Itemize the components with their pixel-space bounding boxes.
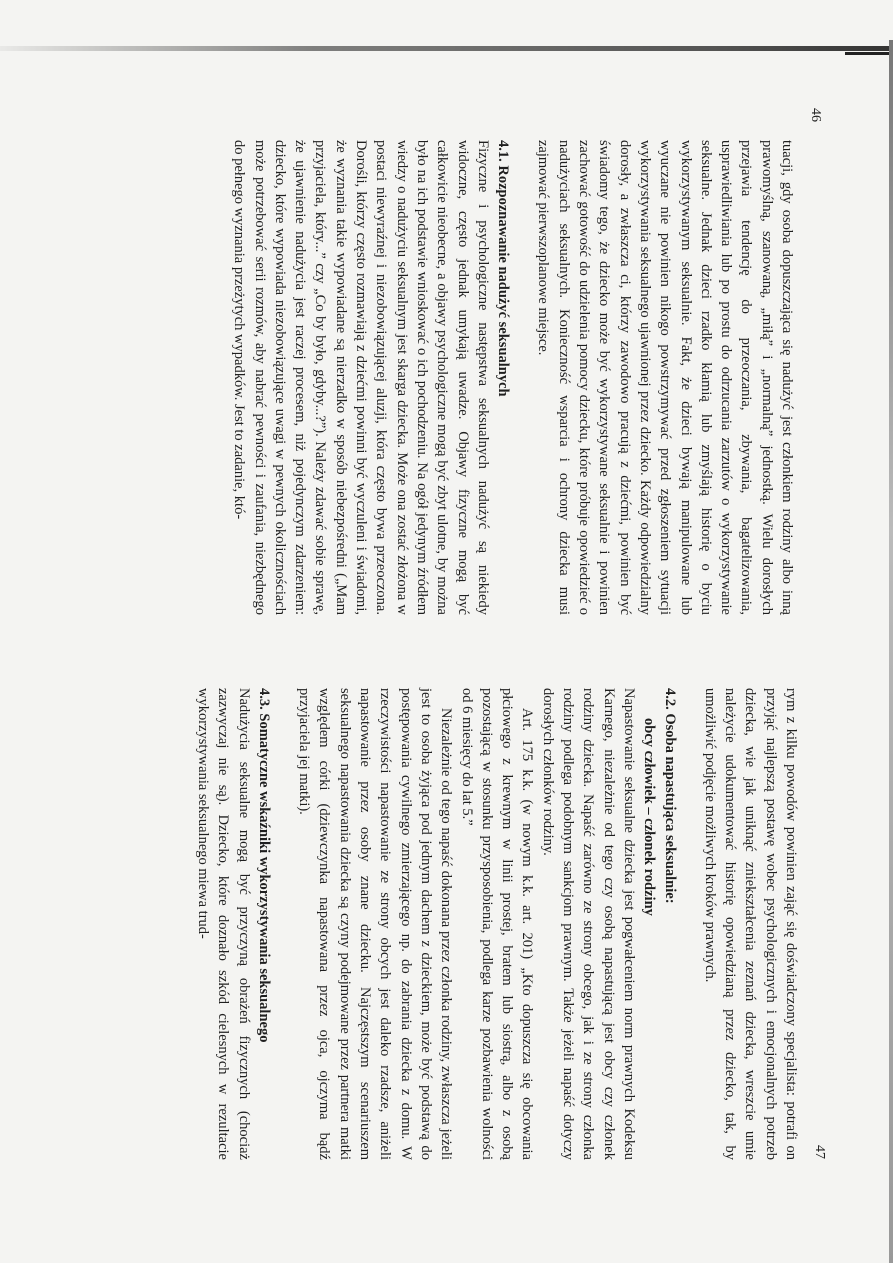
section-4-1-paragraph: Fizyczne i psychologiczne następstwa seksualnych nadużyć są niekiedy widoczne, często jednak umykają uwadze. Objawy fizyczne mogą być całkowicie nieobecne, a objawy psychologiczne mogą być zbyt ulotne, by można było na ich podstawie wnioskować o ich pochodzeniu. Na ogół jedynym źródłem wiedzy o nadużyciu seksualnym jest skarga dziecka. Może ona zostać złożona w postaci niewyraźnej i niezobowiązującej aluzji, która często bywa przeoczona. Dorośli, którzy często rozmawiają z dziećmi powinni być wyczuleni i świadomi, że wyznania takie wypowiadane są nierzadko w sposób niebezpośredni („Mam przyjaciela, który...” czy „Co by było, gdyby...?”). Należy zdawać sobie sprawę, że ujawnienie nadużycia jest raczej procesem, niż pojedynczym zdarzeniem: dziecko, które wypowiada niezobowiązujące uwagi w pewnych okolicznościach może potrzebować serii rozmów, aby nabrać pewności i zaufania, niezbędnego do pełnego wyznania przeżytych wypadków. Jest to zadanie, któ- [231, 140, 491, 615]
page-number-right: 47 [812, 1145, 827, 1159]
left-page-column [229, 140, 797, 615]
right-intro-paragraph: rym z kilku powodów powinien zająć się doświadczony specjalista: potrafi on przyjąć najlepszą postawę wobec psychologicznych i emocjonalnych potrzeb dziecka, wie jak uniknąć zniekształcenia zeznań dziecka, wreszcie umie należycie udokumentować historię opowiedzianą przez dziecko, tak, by umożliwić podjęcie możliwych kroków prawnych. [701, 688, 799, 1160]
section-heading-4-2: 4.2. Osoba napastująca seksualnie: [661, 688, 678, 904]
right-page-column [193, 688, 801, 1160]
section-4-3-paragraph: Nadużycia seksualne mogą być przyczyną obrażeń fizycznych (chociaż zazwyczaj nie są). Dziecko, które doznało szkód cielesnych w rezultacie wykorzystywania seksualnego miewa trud- [194, 688, 252, 1160]
section-4-2-paragraph-1: Napastowanie seksualne dziecka jest pogwałceniem norm prawnych Kodeksu Karnego, niezależnie od tego czy osobą napastującą jest obcy czy członek rodziny dziecka. Napaść zarówno ze strony obcego, jak i ze strony członka rodziny podlega podobnym sankcjom prawnym. Także jeżeli napaść dotyczy dorosłych członków rodziny. [539, 688, 637, 1160]
left-intro-paragraph: tuacji, gdy osoba dopuszczająca się nadużyć jest członkiem rodziny albo inną prawomyślną, szanowaną, „miłą” i „normalną” jednostką. Wielu dorosłych przejawia tendencję do przeoczania, zbywania, bagatelizowania, usprawiedliwiania lub po prostu do odrzucania zarzutów o wykorzystywanie seksualne. Jednak dzieci rzadko kłamią lub zmyślają historię o byciu wykorzystywanym seksualnie. Fakt, że dzieci bywają manipulowane lub wyuczane nie powinien nikogo powstrzymywać przed zgłoszeniem sytuacji wykorzystywania seksualnego ujawnionej przez dziecko. Każdy odpowiedzialny dorosły, a zwłaszcza ci, którzy zawodowo pracują z dziećmi, powinien być świadomy tego, że dziecko może być wykorzystywane seksualnie i powinien zachować gotowość do udzielenia pomocy dziecku, które próbuje opowiedzieć o nadużyciach seksualnych. Konieczność wsparcia i ochrony dziecka musi zajmować pierwszoplanowe miejsce. [535, 140, 795, 615]
section-4-2-paragraph-2: Art. 175 k.k. (w nowym k.k. art. 201) „Kto dopuszcza się obcowania płciowego z krewnym w linii prostej, bratem lub siostrą, albo z osobą pozostającą w stosunku przysposobienia, podlega karze pozbawienia wolności od 6 miesięcy do lat 5.” [458, 688, 536, 1160]
section-heading-4-3: 4.3. Somatyczne wskaźniki wykorzystywania seksualnego [255, 688, 272, 1043]
section-4-2-paragraph-3: Niezależnie od tego napaść dokonana przez członka rodziny, zwłaszcza jeżeli jest to osoba żyjąca pod jednym dachem z dzieckiem, może być podstawą do postępowania cywilnego zmierzającego np. do zabrania dziecka z domu. W rzeczywistości napastowanie ze strony obcych jest daleko rzadsze, aniżeli napastowanie przez osoby znane dziecku. Najczęstszym scenariuszem seksualnego napastowania dziecka są czyny podejmowane przez partnera matki względem córki (dziewczynka napastowana przez ojca, ojczyma bądź przyjaciela jej matki). [296, 688, 455, 1160]
page-number-left: 46 [808, 108, 823, 122]
section-heading-4-2-sub: obcy człowiek – członek rodziny [641, 718, 658, 916]
section-heading-4-1: 4.1. Rozpoznawanie nadużyć seksualnych [495, 140, 512, 397]
